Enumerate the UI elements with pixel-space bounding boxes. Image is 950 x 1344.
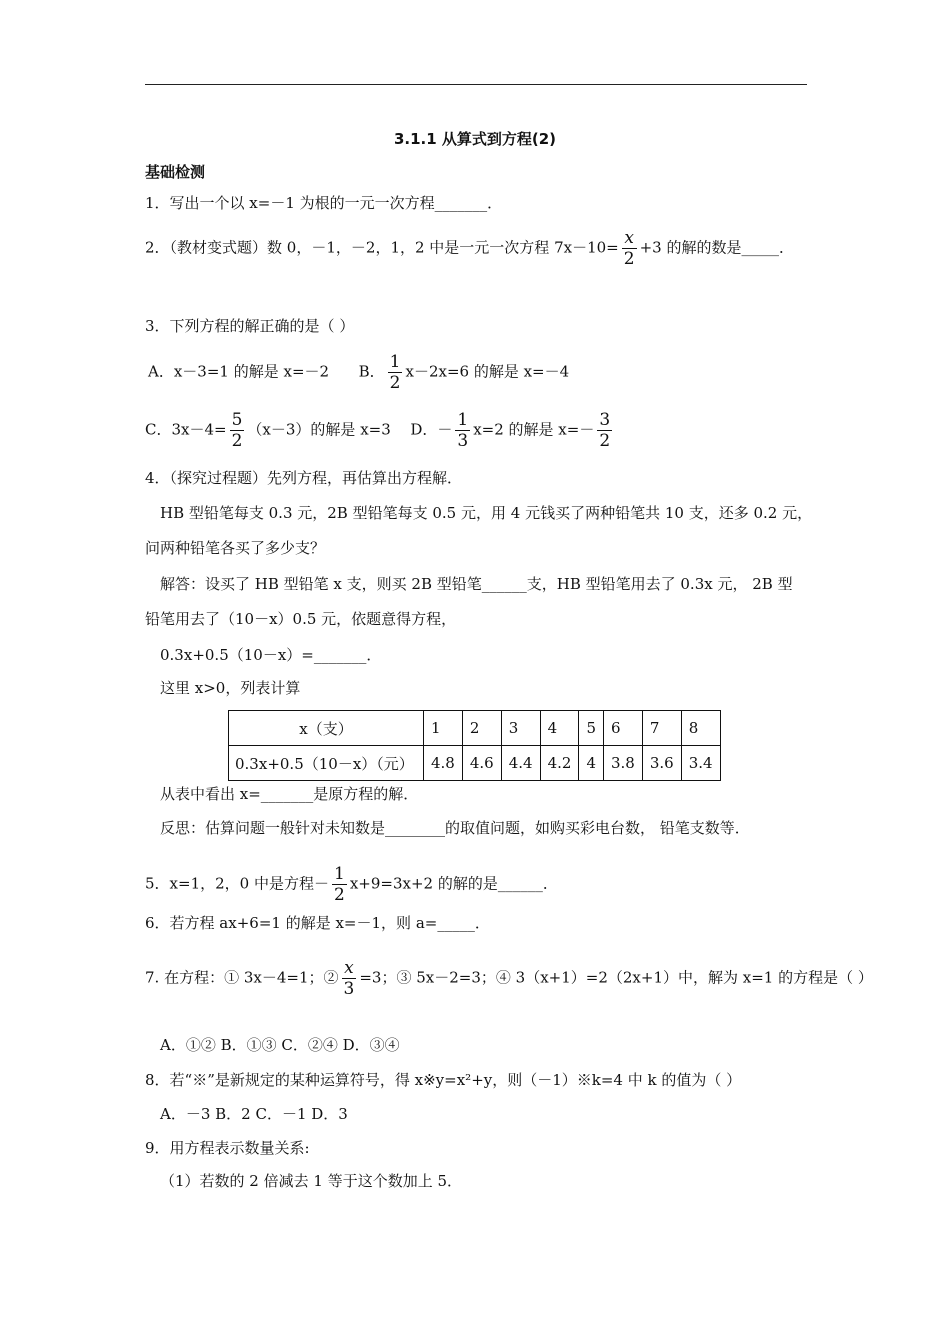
q5-fraction (332, 864, 347, 905)
table-cell: 4.4 (501, 746, 540, 781)
q3-b-den: 2 (389, 373, 401, 393)
table-row-2-head: 0.3x+0.5（10－x）（元） (229, 746, 424, 781)
question-1: 1．写出一个以 x=－1 为根的一元一次方程_______． (145, 194, 503, 212)
q3-b-num: 1 (389, 352, 401, 372)
table-cell: 4.8 (424, 746, 463, 781)
q2-frac-num: x (622, 228, 637, 249)
table-cell: 3.4 (681, 746, 720, 781)
table-cell: 4.2 (540, 746, 579, 781)
q3-d-fraction (455, 410, 470, 451)
table-cell: 3.8 (603, 746, 642, 781)
question-3-option-cd (145, 410, 615, 451)
q3-option-b-label: B． (358, 362, 385, 381)
q3-option-d-mid: x=2 的解是 x=－ (473, 420, 595, 439)
q2-fraction (622, 228, 637, 269)
q4-paragraph-5: 0.3x+0.5（10－x）=_______． (160, 646, 382, 664)
q7-frac-den: 3 (343, 979, 355, 999)
q2-text-after: +3 的解的数是_____． (639, 238, 794, 257)
q5-frac-den: 2 (333, 885, 345, 905)
q4-paragraph-8: 反思：估算问题一般针对未知数是________的取值问题，如购买彩电台数， 铅笔支数等． (160, 819, 750, 837)
table-cell: 4 (579, 746, 604, 781)
question-8-stem: 8．若“※”是新规定的某种运算符号，得 x※y=x²+y，则（－1）※k=4 中 k 的值为（ ） (145, 1071, 742, 1089)
table-cell: 2 (462, 711, 501, 746)
q3-c-num: 5 (231, 410, 243, 430)
q4-paragraph-1: HB 型铅笔每支 0.3 元，2B 型铅笔每支 0.5 元，用 4 元钱买了两种铅笔共 10 支，还多 0.2 元， (160, 504, 813, 522)
q7-text-after: =3；③ 5x－2=3；④ 3（x+1）=2（2x+1）中，解为 x=1 的方程是（ ） (359, 968, 873, 987)
calculation-table (228, 710, 721, 781)
table-row (229, 746, 721, 781)
q3-option-b-rest: x－2x=6 的解是 x=－4 (405, 362, 570, 381)
table-cell: 8 (681, 711, 720, 746)
q3-option-c-rest: （x－3）的解是 x=3 (247, 420, 391, 439)
q3-d-fraction-2 (597, 410, 612, 451)
header-rule (145, 84, 807, 85)
question-3-option-ab (148, 352, 569, 393)
table-cell: 3.6 (642, 746, 681, 781)
section-heading: 基础检测 (145, 163, 206, 181)
table-cell: 6 (603, 711, 642, 746)
question-7 (145, 958, 873, 999)
q4-paragraph-3: 解答：设买了 HB 型铅笔 x 支，则买 2B 型铅笔______支，HB 型铅笔用去了 0.3x 元， 2B 型 (160, 575, 793, 593)
q5-text-before: 5．x=1，2，0 中是方程－ (145, 874, 329, 893)
q4-paragraph-2: 问两种铅笔各买了多少支？ (145, 539, 326, 557)
q7-frac-num: x (342, 958, 357, 979)
q2-text-before: 2．（教材变式题）数 0，－1，－2，1，2 中是一元一次方程 7x－10= (145, 238, 619, 257)
q7-text-before: 7. 在方程：① 3x－4=1；② (145, 968, 339, 987)
page-title: 3.1.1 从算式到方程(2) (393, 130, 557, 148)
q9-sub-1: （1）若数的 2 倍减去 1 等于这个数加上 5． (160, 1172, 463, 1190)
q3-d-den2: 2 (599, 431, 611, 451)
q4-paragraph-7: 从表中看出 x=_______是原方程的解． (160, 785, 419, 803)
q4-paragraph-6: 这里 x>0，列表计算 (160, 679, 301, 697)
question-2 (145, 228, 794, 269)
q2-frac-den: 2 (623, 249, 635, 269)
q3-option-c-before: C．3x－4= (145, 420, 227, 439)
q3-d-num: 1 (457, 410, 469, 430)
table-cell: 3 (501, 711, 540, 746)
q3-c-den: 2 (231, 431, 243, 451)
table-cell: 5 (579, 711, 604, 746)
question-6: 6．若方程 ax+6=1 的解是 x=－1，则 a=_____． (145, 914, 490, 932)
q7-fraction (342, 958, 357, 999)
q5-frac-num: 1 (333, 864, 345, 884)
question-9-stem: 9．用方程表示数量关系: (145, 1139, 310, 1157)
q3-d-num2: 3 (599, 410, 611, 430)
q3-b-fraction (388, 352, 403, 393)
question-4-stem: 4．（探究过程题）先列方程，再估算出方程解． (145, 469, 463, 487)
q3-option-d-before: D．－ (410, 420, 453, 439)
table-cell: 1 (424, 711, 463, 746)
table-row (229, 711, 721, 746)
q3-option-a: A．x－3=1 的解是 x=－2 (148, 362, 330, 381)
q4-paragraph-4: 铅笔用去了（10－x）0.5 元，依题意得方程， (145, 610, 457, 628)
q5-text-after: x+9=3x+2 的解的是______． (349, 874, 558, 893)
q3-c-fraction (230, 410, 245, 451)
q3-d-den: 3 (457, 431, 469, 451)
q7-options: A．①② B．①③ C．②④ D．③④ (160, 1036, 400, 1054)
question-3-stem: 3．下列方程的解正确的是（ ） (145, 317, 355, 335)
table-cell: 7 (642, 711, 681, 746)
table-cell: 4 (540, 711, 579, 746)
table-cell: 4.6 (462, 746, 501, 781)
q8-options: A．－3 B．2 C．－1 D．3 (160, 1105, 348, 1123)
table-row-1-head: x（支） (229, 711, 424, 746)
question-5 (145, 864, 558, 905)
